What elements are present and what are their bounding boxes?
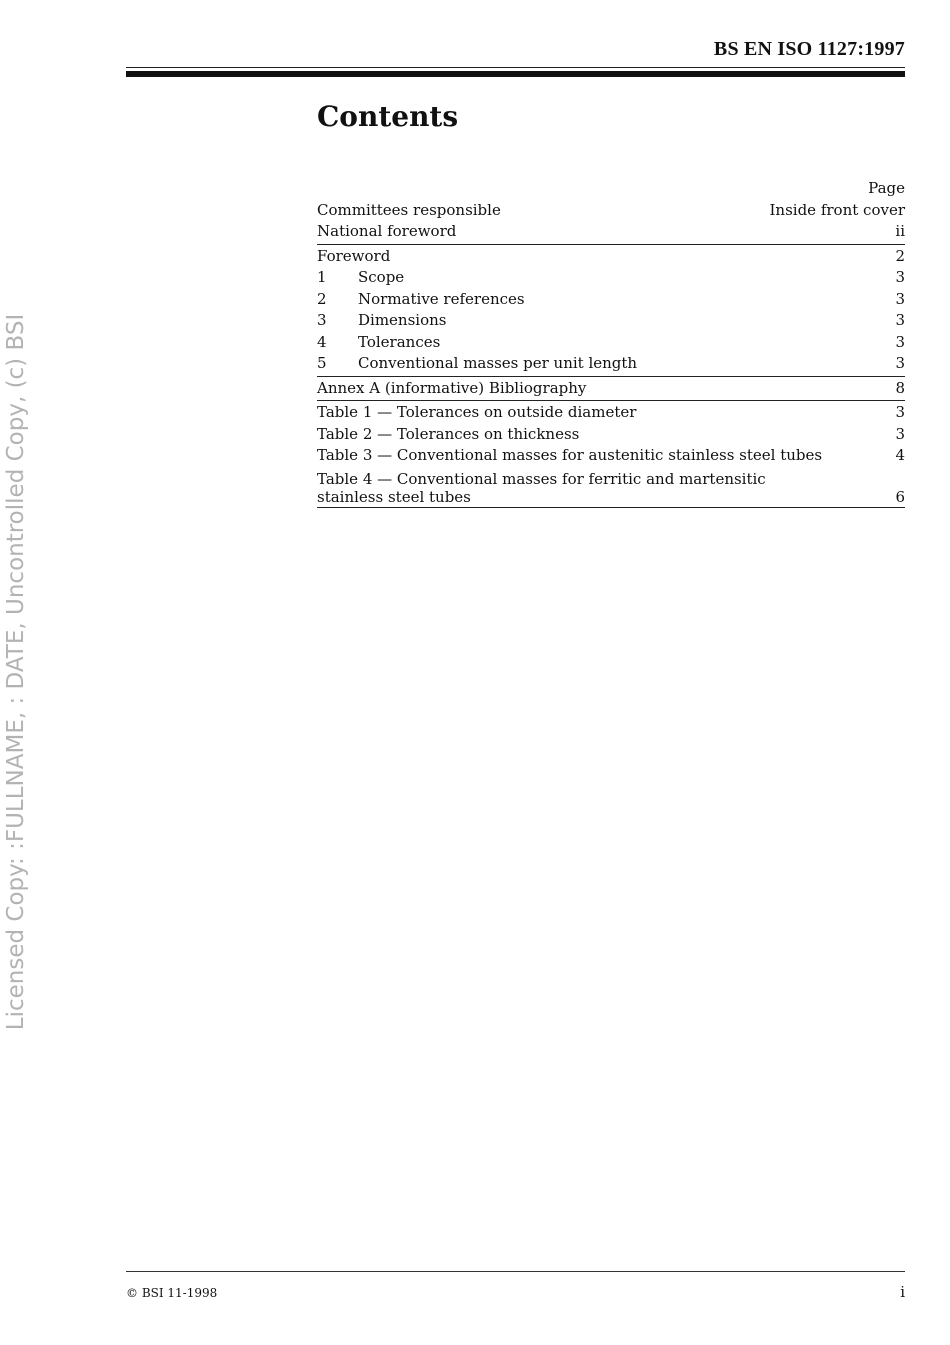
- toc-entry-title: Tolerances: [358, 332, 441, 351]
- toc-entry-page: 3: [895, 332, 905, 351]
- toc-entry-title: Dimensions: [358, 311, 447, 329]
- toc-entry-page: 2: [895, 246, 905, 265]
- toc-entry-title-line-1: Table 4 — Conventional masses for ferritic and martensitic: [317, 469, 766, 488]
- document-code: BS EN ISO 1127:1997: [713, 38, 905, 60]
- toc-entry-page: 3: [895, 354, 905, 372]
- toc-entry-title: Annex A (informative) Bibliography: [317, 378, 587, 397]
- toc-entry-page: 6: [895, 487, 905, 506]
- footer-page-number: i: [900, 1283, 905, 1301]
- toc-entry-table-3[interactable]: [317, 445, 905, 467]
- toc-entry-title: Scope: [358, 268, 405, 286]
- toc-entry-table-2[interactable]: [317, 424, 905, 446]
- header-thick-rule: [126, 71, 905, 77]
- toc-entry-annex-a[interactable]: [317, 378, 905, 402]
- toc-entry-foreword[interactable]: [317, 246, 905, 268]
- toc-entry-page: 3: [895, 268, 905, 286]
- toc-entry-title-line-2: stainless steel tubes: [317, 487, 471, 506]
- toc-entry-page: 3: [895, 311, 905, 329]
- toc-entry-national-foreword[interactable]: [317, 221, 905, 245]
- toc-entry-page: 3: [895, 403, 905, 421]
- clause-number: 4: [317, 332, 327, 351]
- toc-entry-clause-3[interactable]: [317, 310, 905, 332]
- toc-entry-title: Table 2 — Tolerances on thickness: [317, 424, 580, 443]
- toc-entry-title: Committees responsible: [317, 200, 501, 219]
- toc-entry-title: National foreword: [317, 222, 457, 240]
- clause-number: 3: [317, 311, 327, 329]
- clause-number: 5: [317, 354, 327, 372]
- toc-entry-title: Foreword: [317, 246, 391, 265]
- license-watermark: Licensed Copy: :FULLNAME, : DATE, Uncontrolled Copy, (c) BSI: [3, 313, 29, 1031]
- toc-entry-clause-4[interactable]: [317, 332, 905, 354]
- footer-rule: [126, 1271, 905, 1272]
- page-title: Contents: [317, 100, 459, 133]
- toc-entry-clause-1[interactable]: [317, 267, 905, 289]
- toc-entry-title: Table 3 — Conventional masses for austenitic stainless steel tubes: [317, 446, 823, 464]
- toc-entry-title: [317, 470, 766, 506]
- toc-entry-table-1[interactable]: [317, 402, 905, 424]
- toc-entry-table-4[interactable]: [317, 467, 905, 508]
- toc-entry-page: 3: [895, 424, 905, 443]
- toc-entry-page: Inside front cover: [769, 200, 905, 219]
- toc-entry-clause-2[interactable]: [317, 289, 905, 311]
- toc-entry-title: Conventional masses per unit length: [358, 354, 638, 372]
- header-thin-rule: [126, 67, 905, 68]
- toc-entry-page: 4: [895, 446, 905, 464]
- clause-number: 1: [317, 268, 327, 286]
- table-of-contents: [317, 178, 905, 509]
- footer-copyright: © BSI 11-1998: [126, 1286, 218, 1300]
- toc-entry-page: 8: [895, 378, 905, 397]
- toc-entry-page: ii: [895, 222, 905, 240]
- toc-entry-title: Table 1 — Tolerances on outside diameter: [317, 403, 637, 421]
- page-column-header: [317, 178, 905, 200]
- page-column-label: Page: [868, 179, 905, 197]
- toc-entry-clause-5[interactable]: [317, 353, 905, 377]
- clause-number: 2: [317, 289, 327, 308]
- toc-entry-committees[interactable]: [317, 200, 905, 222]
- toc-entry-page: 3: [895, 289, 905, 308]
- toc-entry-title: Normative references: [358, 289, 525, 308]
